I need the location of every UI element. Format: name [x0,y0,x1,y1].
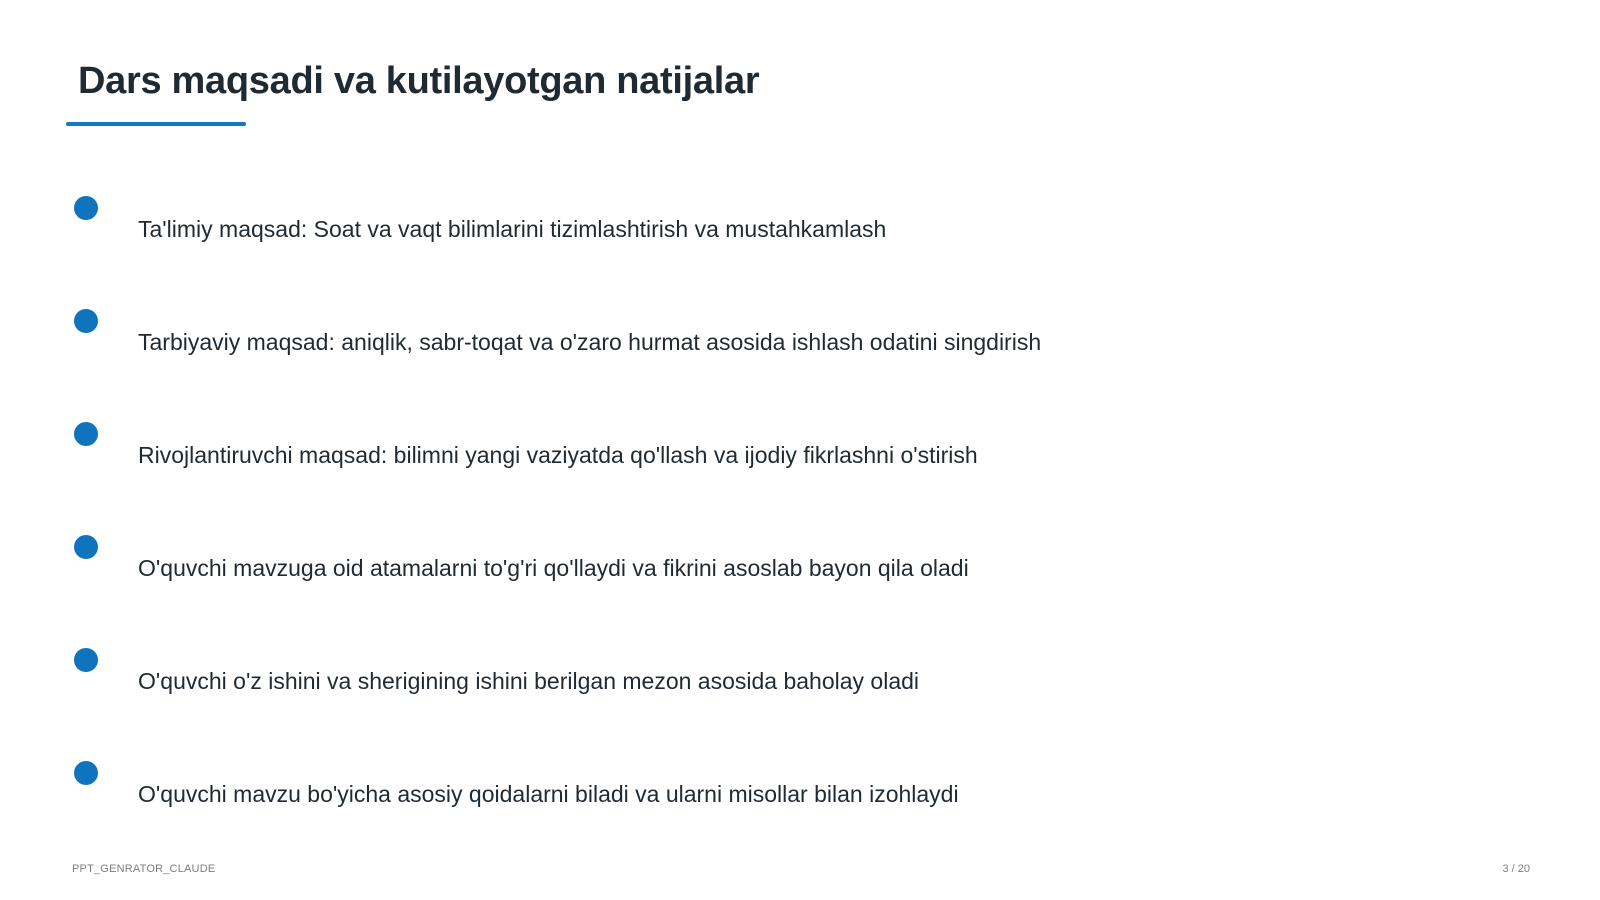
bullet-dot-icon [74,422,98,446]
bullet-text: Tarbiyaviy maqsad: aniqlik, sabr-toqat va o'zaro hurmat asosida ishlash odatini singdirish [138,329,1042,355]
footer-brand: PPT_GENRATOR_CLAUDE [72,863,216,875]
bullet-dot-icon [74,196,98,220]
bullet-text: Rivojlantiruvchi maqsad: bilimni yangi vaziyatda qo'llash va ijodiy fikrlashni o'stirish [138,442,978,468]
title-underline [66,122,246,126]
page-indicator: 3 / 20 [1502,863,1530,875]
bullet-dot-icon [74,309,98,333]
bullet-text: O'quvchi o'z ishini va sherigining ishini berilgan mezon asosida baholay oladi [138,668,920,694]
bullet-text: O'quvchi mavzu bo'yicha asosiy qoidalarni biladi va ularni misollar bilan izohlaydi [138,781,959,807]
bullet-dot-icon [74,535,98,559]
bullet-dot-icon [74,761,98,785]
bullet-text: Ta'limiy maqsad: Soat va vaqt bilimlarini tizimlashtirish va mustahkamlash [138,216,887,242]
bullet-dot-icon [74,648,98,672]
bullet-text: O'quvchi mavzuga oid atamalarni to'g'ri qo'llaydi va fikrini asoslab bayon qila oladi [138,555,969,581]
slide-title: Dars maqsadi va kutilayotgan natijalar [78,60,760,102]
